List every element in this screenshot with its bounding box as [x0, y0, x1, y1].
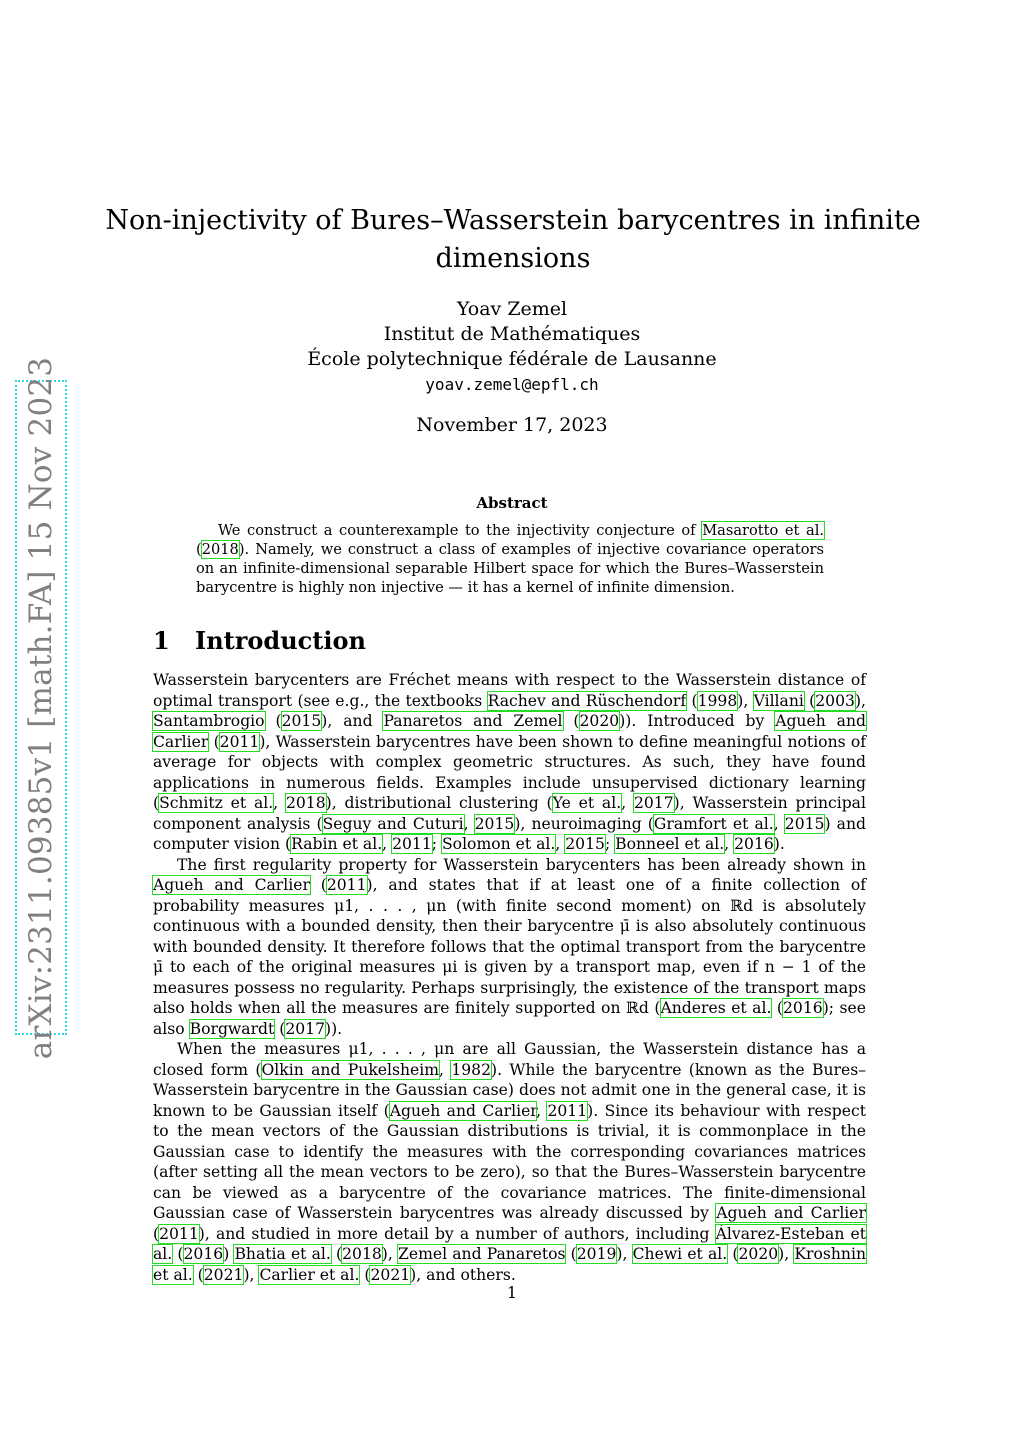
body-text-run: distributional clustering (: [344, 794, 553, 812]
body-text-run: and others.: [426, 1265, 516, 1284]
paragraph-1: Wasserstein barycenters are Fréchet means with respect to the Wasserstein distance of optimal transport (see e.g., the textbooks Rachev and Rüschendorf (1998), Villani (2003), Santambrogio (2015), and Panaretos and Zemel (2020)). Introduced by Agueh and Carlier (2011), Wasserstein barycentres have been shown to define meaningful notions of average for objects with complex geometric structures. As such, they have found applications in numerous fields. Examples include unsupervised dictionary learning (Schmitz et al., 2018), distributional clustering (Ye et al., 2017), Wasserstein principal component analysis (Seguy and Cuturi, 2015), neuroimaging (Gramfort et al., 2015) and computer vision (Rabin et al., 2011; Solomon et al., 2015; Bonneel et al., 2016).: [153, 671, 867, 853]
citation-year-link[interactable]: 2018: [201, 541, 239, 558]
body-text-run: Wasserstein barycentres have been shown to define meaningful notions of average for objects with complex geometric structures. As such, they have found applications in numerous fields. Examples include unsupervised dictionary learning (: [153, 732, 867, 812]
citation-link[interactable]: Bhatia et al.: [234, 1245, 331, 1263]
citation-year-link[interactable]: 2015: [784, 814, 825, 833]
citation-link[interactable]: Agueh and Carlier: [389, 1101, 537, 1120]
citation-link[interactable]: Rabin et al.: [291, 835, 383, 853]
body-text-run: and states that if at least one of a finite collection of probability measures μ1, . . . , μn (with finite second moment) on ℝd is absolutely continuous with a bounded density, then their barycentre μ̄ is also absolutely continuous with bounded density. It therefore follows that the optimal transport from the barycentre μ̄ to each of the original measures μi is given by a transport map, even if n − 1 of the measures possess no regularity. Perhaps surprisingly, the existence of the transport maps also holds when all the measures are finitely supported on ℝd (: [153, 876, 866, 1017]
section-heading: [153, 626, 366, 655]
paragraph-3: When the measures μ1, . . . , μn are all Gaussian, the Wasserstein distance has a closed form (Olkin and Pukelsheim, 1982). While the barycentre (known as the Bures–Wasserstein barycentre in the Gaussian case) does not admit one in the general case, it is known to be Gaussian itself (Agueh and Carlier, 2011). Since its behaviour with respect to the mean vectors of the Gaussian distributions is trivial, it is commonplace in the Gaussian case to identify the measures with the corresponding covariances matrices (after setting all the mean vectors to be zero), so that the Bures–Wasserstein barycentre can be viewed as a barycentre of the covariance matrices. The finite-dimensional Gaussian case of Wasserstein barycentres was already discussed by Agueh and Carlier (2011), and studied in more detail by a number of authors, including Álvarez-Esteban et al. (2016) Bhatia et al. (2018), Zemel and Panaretos (2019), Chewi et al. (2020), Kroshnin et al. (2021), Carlier et al. (2021), and others.: [153, 1040, 867, 1284]
arxiv-identifier: arXiv:2311.09385v1 [math.FA] 15 Nov 2023: [23, 356, 59, 1059]
citation-link[interactable]: Kroshnin et al.: [153, 1245, 866, 1284]
citation-link[interactable]: Ye et al.: [552, 794, 622, 812]
section-number: 1: [153, 626, 170, 655]
citation-link[interactable]: Schmitz et al.: [159, 794, 274, 812]
citation-link[interactable]: Agueh and Carlier: [153, 712, 866, 751]
body-text-run: Wasserstein principal component analysis (: [153, 794, 866, 833]
title-line-2: dimensions: [435, 243, 591, 274]
author-email[interactable]: yoav.zemel@epfl.ch: [425, 375, 599, 394]
citation-year-link[interactable]: 2011: [159, 1224, 199, 1243]
citation-link[interactable]: Carlier et al.: [259, 1265, 360, 1284]
citation-year-link[interactable]: 2016: [783, 999, 823, 1017]
body-text-run: Introduced by: [647, 712, 776, 730]
body-text-run: Since its behaviour with respect to the mean vectors of the Gaussian distributions is trivial, it is commonplace in the Gaussian case to identify the measures with the corresponding covariances matrices (after setting all the mean vectors to be zero), so that the Bures–Wasserstein barycentre can be viewed as a barycentre of the covariance matrices. The finite-dimensional Gaussian case of Wasserstein barycentres was already discussed by: [153, 1101, 867, 1222]
citation-year-link[interactable]: 2021: [203, 1265, 244, 1284]
citation-link[interactable]: Seguy and Cuturi: [322, 814, 464, 833]
citation-link[interactable]: Agueh and Carlier: [716, 1204, 866, 1222]
citation-link[interactable]: Chewi et al.: [632, 1245, 728, 1263]
citation-link[interactable]: Masarotto et al.: [702, 522, 824, 539]
citation-year-link[interactable]: 2015: [565, 835, 605, 853]
citation-link[interactable]: Borgwardt: [189, 1019, 275, 1038]
citation-year-link[interactable]: 2003: [815, 691, 855, 710]
citation-link[interactable]: Zemel and Panaretos: [398, 1245, 566, 1263]
body-text-run: The first regularity property for Wasserstein barycenters has been already shown in: [177, 855, 866, 874]
body-text-run: see also: [153, 999, 866, 1038]
citation-link[interactable]: Gramfort et al.: [653, 814, 774, 833]
citation-link[interactable]: Agueh and Carlier: [153, 876, 310, 894]
citation-year-link[interactable]: 2016: [183, 1245, 224, 1263]
citation-year-link[interactable]: 2020: [579, 712, 620, 730]
body-text-run: Wasserstein barycenters are Fréchet means with respect to the Wasserstein distance of optimal transport (see e.g., the textbooks: [153, 671, 866, 710]
citation-link[interactable]: Villani: [753, 691, 804, 710]
section-title: Introduction: [195, 626, 366, 655]
citation-link[interactable]: Solomon et al.: [442, 835, 556, 853]
body-text-run: When the measures μ1, . . . , μn are all Gaussian, the Wasserstein distance has a closed form (: [153, 1040, 866, 1079]
citation-year-link[interactable]: 2015: [281, 712, 322, 730]
citation-link[interactable]: Santambrogio: [153, 712, 265, 730]
citation-link[interactable]: Panaretos and Zemel: [383, 712, 563, 730]
citation-year-link[interactable]: 1998: [697, 691, 738, 710]
abstract-text: We construct a counterexample to the injectivity conjecture of: [218, 522, 703, 539]
page-number: 1: [506, 1283, 518, 1302]
body-text: [153, 670, 866, 1285]
affiliation-school: École polytechnique fédérale de Lausanne: [307, 348, 717, 370]
citation-year-link[interactable]: 2011: [326, 876, 367, 894]
paragraph-2: The first regularity property for Wasserstein barycenters has been already shown in Agueh and Carlier (2011), and states that if at least one of a finite collection of probability measures μ1, . . . , μn (with finite second moment) on ℝd is absolutely continuous with a bounded density, then their barycentre μ̄ is also absolutely continuous with bounded density. It therefore follows that the optimal transport from the barycentre μ̄ to each of the original measures μi is given by a transport map, even if n − 1 of the measures possess no regularity. Perhaps surprisingly, the existence of the transport maps also holds when all the measures are finitely supported on ℝd (Anderes et al. (2016); see also Borgwardt (2017)).: [153, 855, 866, 1038]
citation-link[interactable]: Anderes et al.: [660, 999, 772, 1017]
citation-year-link[interactable]: 2018: [285, 794, 326, 812]
affiliation-institute: Institut de Mathématiques: [383, 323, 641, 345]
body-text-run: neuroimaging (: [531, 814, 654, 833]
paper-title: [0, 202, 1024, 278]
citation-link[interactable]: Rachev and Rüschendorf: [487, 691, 687, 710]
abstract-heading: Abstract: [476, 494, 548, 512]
citation-link[interactable]: Olkin and Pukelsheim: [261, 1060, 440, 1079]
citation-year-link[interactable]: 2018: [342, 1245, 382, 1263]
citation-year-link[interactable]: 2011: [547, 1101, 588, 1120]
author-name: Yoav Zemel: [456, 298, 568, 320]
citation-year-link[interactable]: 1982: [451, 1060, 492, 1079]
citation-year-link[interactable]: 2021: [370, 1265, 411, 1284]
author-block: [0, 297, 1024, 397]
body-text-run: While the barycentre (known as the Bures–Wasserstein barycentre in the Gaussian case) does not admit one in the general case, it is known to be Gaussian itself (: [153, 1060, 866, 1120]
citation-year-link[interactable]: 2011: [392, 835, 432, 853]
citation-year-link[interactable]: 2019: [576, 1245, 617, 1263]
citation-year-link[interactable]: 2017: [285, 1019, 326, 1038]
citation-link[interactable]: Bonneel et al.: [615, 835, 725, 853]
abstract-paragraph: We construct a counterexample to the injectivity conjecture of Masarotto et al. (2018). Namely, we construct a class of examples of injective covariance operators on an infinite-dimensional separable Hilbert space for which the Bures–Wasserstein barycentre is highly non injective — it has a kernel of infinite dimension.: [196, 522, 824, 596]
citation-year-link[interactable]: 2011: [219, 732, 260, 751]
citation-year-link[interactable]: 2017: [633, 794, 674, 812]
abstract-text: Namely, we construct a class of examples of injective covariance operators on an infinite-dimensional separable Hilbert space for which the Bures–Wasserstein barycentre is highly non injective — it has a kernel of infinite dimension.: [196, 541, 824, 596]
citation-year-link[interactable]: 2015: [474, 814, 515, 833]
body-text-run: and computer vision (: [153, 814, 866, 853]
body-text-run: and studied in more detail by a number of authors, including: [215, 1224, 716, 1243]
title-line-1: Non-injectivity of Bures–Wasserstein barycentres in infinite: [105, 205, 921, 236]
citation-year-link[interactable]: 2020: [738, 1245, 779, 1263]
citation-link[interactable]: Álvarez-Esteban et al.: [153, 1224, 866, 1263]
arxiv-stamp: [15, 356, 67, 1059]
citation-year-link[interactable]: 2016: [734, 835, 774, 853]
paper-date: November 17, 2023: [416, 414, 608, 436]
abstract: [196, 521, 824, 597]
